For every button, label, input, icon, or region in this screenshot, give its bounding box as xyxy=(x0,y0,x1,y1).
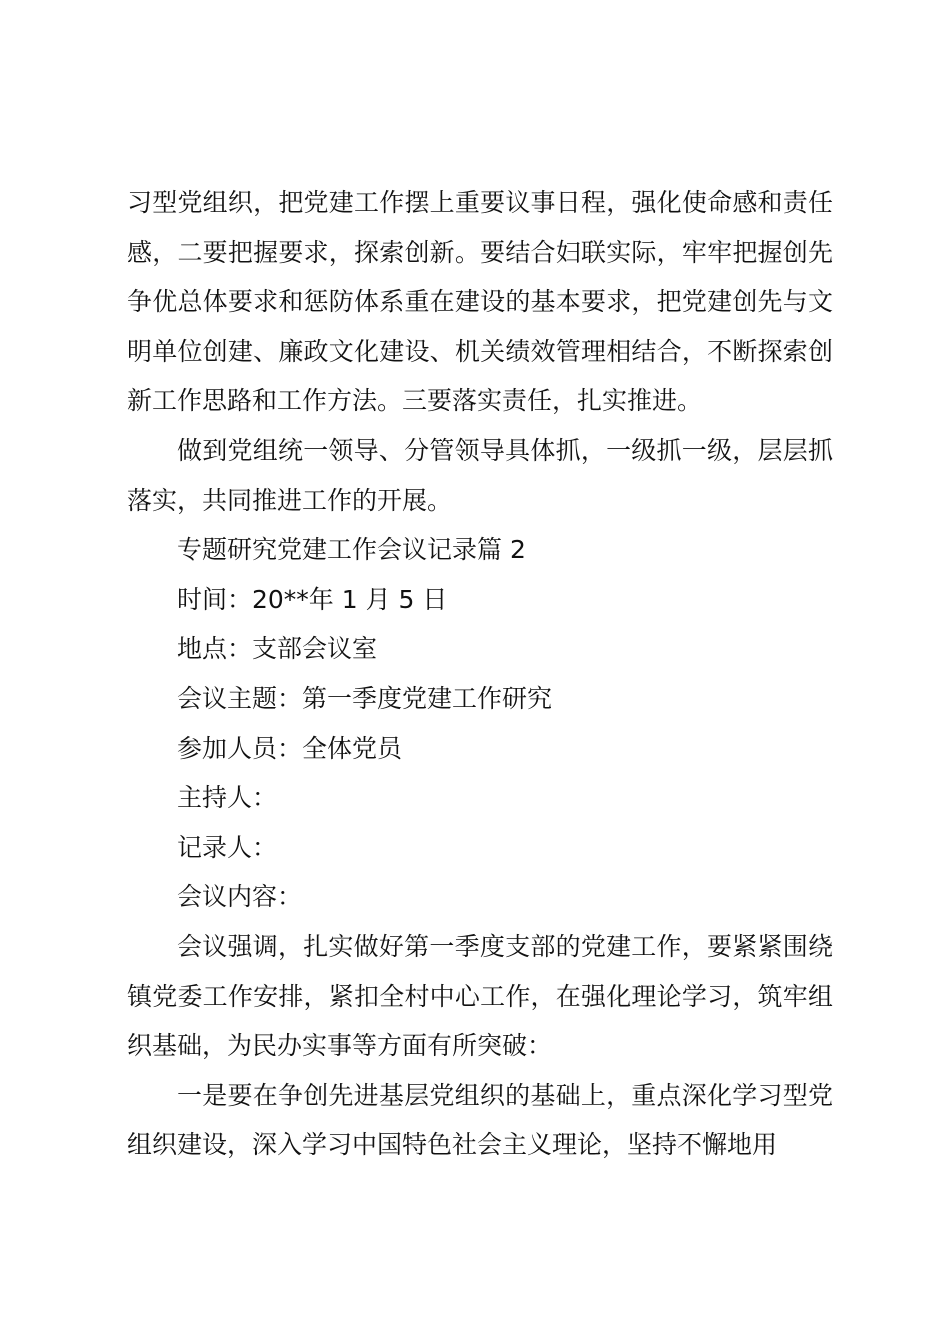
paragraph-leadership: 做到党组统一领导、分管领导具体抓，一级抓一级，层层抓落实，共同推进工作的开展。 xyxy=(127,435,833,515)
meeting-content-label: 会议内容： xyxy=(177,882,303,912)
paragraph-point-one: 一是要在争创先进基层党组织的基础上，重点深化学习型党组织建设，深入学习中国特色社会主义理论，坚持不懈地用 xyxy=(127,1080,833,1160)
section-heading: 专题研究党建工作会议记录篇 2 xyxy=(177,535,526,565)
document-body xyxy=(127,178,833,1170)
meeting-attendees: 参加人员：全体党员 xyxy=(177,733,403,763)
meeting-host: 主持人： xyxy=(177,783,278,813)
meeting-recorder: 记录人： xyxy=(177,832,278,862)
meeting-time: 时间：20**年 1 月 5 日 xyxy=(177,584,448,614)
paragraph-continuation: 习型党组织，把党建工作摆上重要议事日程，强化使命感和责任感，二要把握要求，探索创新。要结合妇联实际，牢牢把握创先争优总体要求和惩防体系重在建设的基本要求，把党建创先与文明单位创建、廉政文化建设、机关绩效管理相结合，不断探索创新工作思路和工作方法。三要落实责任，扎实推进。 xyxy=(127,188,833,416)
paragraph-emphasis: 会议强调，扎实做好第一季度支部的党建工作，要紧紧围绕镇党委工作安排，紧扣全村中心工作，在强化理论学习，筑牢组织基础，为民办实事等方面有所突破： xyxy=(127,931,833,1061)
meeting-location: 地点：支部会议室 xyxy=(177,634,378,664)
meeting-topic: 会议主题：第一季度党建工作研究 xyxy=(177,683,553,713)
